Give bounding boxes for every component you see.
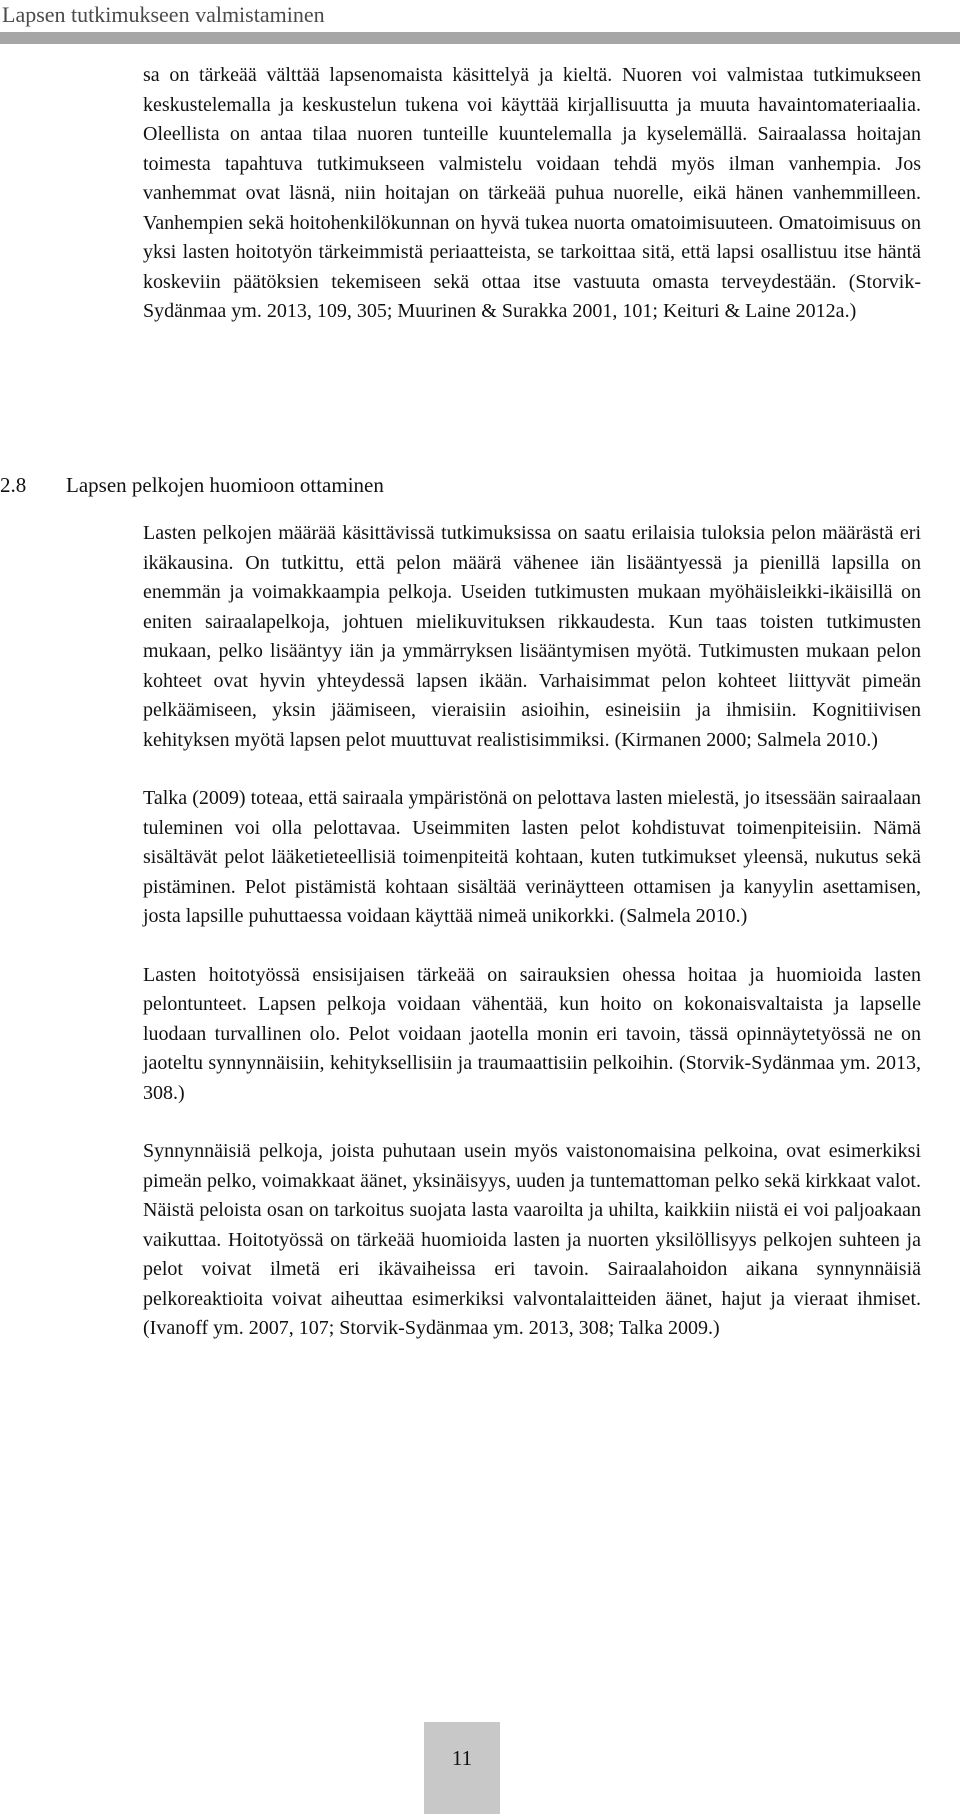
page-number-box bbox=[424, 1722, 500, 1814]
running-header-title: Lapsen tutkimukseen valmistaminen bbox=[2, 2, 325, 27]
section-text-block bbox=[143, 519, 921, 1373]
intro-text-block bbox=[143, 61, 921, 356]
running-header bbox=[0, 0, 960, 46]
body-paragraph: Lasten hoitotyössä ensisijaisen tärkeää on sairauksien ohessa hoitaa ja huomioida lasten pelontunteet. Lapsen pelkoja voidaan vähentää, kun hoito on kokonaisvaltaista ja lapselle luodaan turvallinen olo. Pelot voidaan jaotella monin eri tavoin, tässä opinnäytetyössä ne on jaoteltu synnynnäisiin, kehityksellisiin ja traumaattisiin pelkoihin. (Storvik-Sydänmaa ym. 2013, 308.) bbox=[143, 963, 921, 1104]
page-number: 11 bbox=[451, 1746, 473, 1770]
section-title: Lapsen pelkojen huomioon ottaminen bbox=[66, 473, 384, 497]
body-paragraph: Lasten pelkojen määrää käsittävissä tutkimuksissa on saatu erilaisia tuloksia pelon määrästä eri ikäkausina. On tutkittu, että pelon määrä vähenee iän lisääntyessä ja pienillä lapsilla on enemmän ja voimakkaampia pelkoja. Useiden tutkimusten mukaan myöhäisleikki-ikäisillä on eniten sairaalapelkoja, johtuen mielikuvituksen rikkaudesta. Kun taas toisten tutkimusten mukaan, pelko lisääntyy iän ja ymmärryksen lisääntymisen myötä. Tutkimusten mukaan pelon kohteet ovat hyvin yhteydessä lapsen ikään. Varhaisimmat pelon kohteet liittyvät pimeän pelkäämiseen, yksin jäämiseen, vieraisiin asioihin, esineisiin ja ihmisiin. Kognitiivisen kehityksen myötä lapsen pelot muuttuvat realistisimmiksi. (Kirmanen 2000; Salmela 2010.) bbox=[143, 522, 921, 751]
body-paragraph: Talka (2009) toteaa, että sairaala ympäristönä on pelottava lasten mielestä, jo itsessään sairaalaan tuleminen voi olla pelottavaa. Useimmiten lasten pelot kohdistuvat toimenpiteisiin. Nämä sisältävät pelot lääketieteellisiä toimenpiteitä kohtaan, kuten tutkimukset yleensä, nukutus sekä pistäminen. Pelot pistämistä kohtaan sisältää verinäytteen ottamisen ja kanyylin asettamisen, josta lapsille puhuttaessa voidaan käyttää nimeä unikorkki. (Salmela 2010.) bbox=[143, 787, 921, 927]
body-paragraph: sa on tärkeää välttää lapsenomaista käsittelyä ja kieltä. Nuoren voi valmistaa tutkimukseen keskustelemalla ja keskustelun tukena voi käyttää kirjallisuutta ja muuta havaintomateriaalia. Oleellista on antaa tilaa nuoren tunteille kuuntelemalla ja kyselemällä. Sairaalassa hoitajan toimesta tapahtuva tutkimukseen valmistelu voidaan tehdä myös ilman vanhempia. Jos vanhemmat ovat läsnä, niin hoitajan on tärkeää puhua nuorelle, eikä hänen vanhemmilleen. Vanhempien sekä hoitohenkilökunnan on hyvä tukea nuorta omatoimisuuteen. Omatoimisuus on yksi lasten hoitotyön tärkeimmistä periaatteista, se tarkoittaa sitä, että lapsi osallistuu itse häntä koskeviin päätöksien tekemiseen sekä ottaa itse vastuuta omasta terveydestään. (Storvik-Sydänmaa ym. 2013, 109, 305; Muurinen & Surakka 2001, 101; Keituri & Laine 2012a.) bbox=[143, 64, 921, 322]
body-paragraph: Synnynnäisiä pelkoja, joista puhutaan usein myös vaistonomaisina pelkoina, ovat esimerkiksi pimeän pelko, voimakkaat äänet, yksinäisyys, uuden ja tuntemattoman pelko sekä kirkkaat valot. Näistä peloista osan on tarkoitus suojata lasta vaaroilta ja uhilta, kaikkiin niistä ei voi paljoakaan vaikuttaa. Hoitotyössä on tärkeää huomioida lasten ja nuorten yksilöllisyys pelkojen suhteen ja pelot voivat ilmetä eri ikävaiheissa eri tavoin. Sairaalahoidon aikana synnynnäisiä pelkoreaktioita voivat aiheuttaa esimerkiksi valvontalaitteiden äänet, hajut ja vieraat ihmiset. (Ivanoff ym. 2007, 107; Storvik-Sydänmaa ym. 2013, 308; Talka 2009.) bbox=[143, 1140, 921, 1339]
section-number: 2.8 bbox=[0, 473, 27, 497]
section-heading bbox=[0, 470, 900, 500]
header-rule bbox=[0, 32, 960, 44]
